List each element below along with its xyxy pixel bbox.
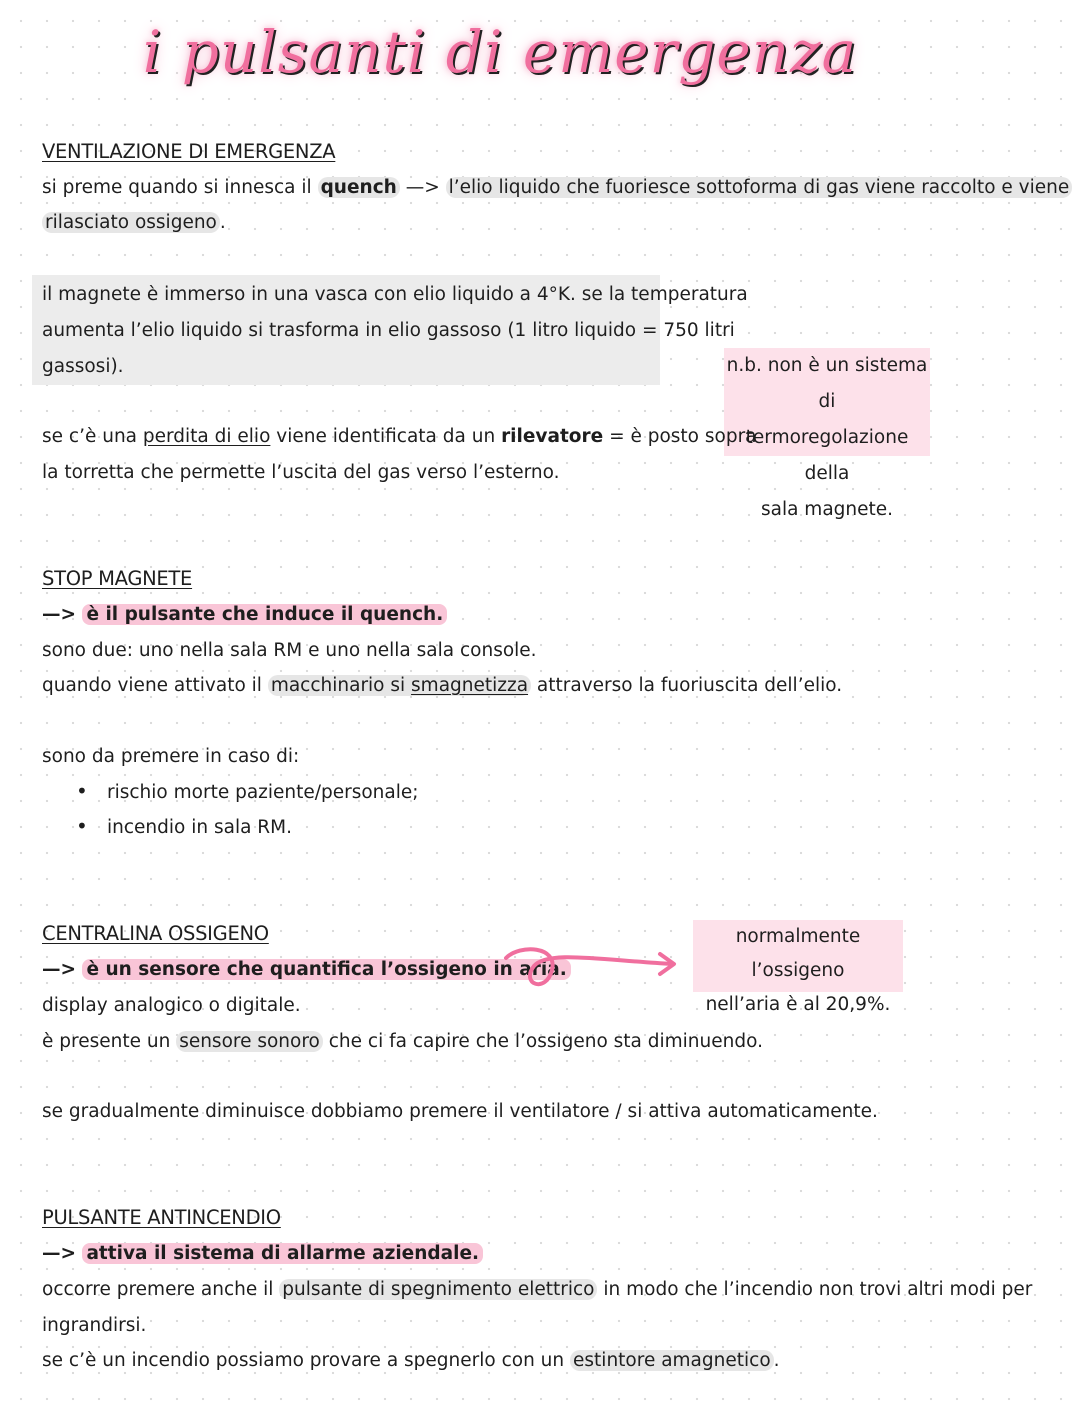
highlight-text: pulsante di spegnimento elettrico xyxy=(279,1279,597,1300)
highlight-text: sensore sonoro xyxy=(176,1031,323,1052)
note-line-2: nell’aria è al 20,9%. xyxy=(705,994,891,1015)
list-item: rischio morte paziente/personale; xyxy=(107,782,419,803)
antincendio-key-line xyxy=(42,1241,483,1267)
info-box-line-3: gassosi). xyxy=(42,356,124,377)
text: che ci fa capire che l’ossigeno sta diminuendo. xyxy=(322,1031,763,1052)
bullet-dot: • xyxy=(76,779,88,803)
text: viene identificata da un xyxy=(270,426,502,447)
stop-line-1: sono due: uno nella sala RM e uno nella sala console. xyxy=(42,640,537,661)
key-definition: è un sensore che quantifica l’ossigeno in aria. xyxy=(82,959,570,980)
text: = è posto sopra xyxy=(603,426,757,447)
arrow-text: —> xyxy=(399,177,446,198)
bullet-dot: • xyxy=(76,814,88,838)
highlight-text: estintore amagnetico xyxy=(570,1350,774,1371)
section-heading-ventilazione: VENTILAZIONE DI EMERGENZA xyxy=(42,140,336,163)
key-definition: attiva il sistema di allarme aziendale. xyxy=(82,1243,483,1264)
ventilazione-line-3 xyxy=(42,424,757,450)
text: . xyxy=(219,212,226,233)
text: si preme quando si innesca il xyxy=(42,177,318,198)
note-line-3: sala magnete. xyxy=(760,499,894,520)
text: occorre premere anche il xyxy=(42,1279,280,1300)
stop-line-2 xyxy=(42,673,842,699)
text: in modo che l’incendio non trovi altri modi per xyxy=(597,1279,1033,1300)
arrow-text: —> xyxy=(42,959,83,980)
info-box-line-2: aumenta l’elio liquido si trasforma in elio gassoso (1 litro liquido = 750 litri xyxy=(42,320,735,341)
note-line-1: n.b. non è un sistema di xyxy=(726,355,928,412)
highlight-text: rilasciato ossigeno xyxy=(42,212,220,233)
centralina-line-3: se gradualmente diminuisce dobbiamo premere il ventilatore / si attiva automaticamente. xyxy=(42,1101,878,1122)
ventilazione-line-2 xyxy=(42,210,226,236)
centralina-line-2 xyxy=(42,1029,763,1055)
stop-line-3: sono da premere in caso di: xyxy=(42,746,300,767)
text: . xyxy=(773,1350,780,1371)
highlight-text: l’elio liquido che fuoriesce sottoforma di gas viene raccolto e viene xyxy=(446,177,1072,198)
ventilazione-line-1 xyxy=(42,175,1072,201)
stop-key-line xyxy=(42,602,447,628)
info-box-line-1: il magnete è immerso in una vasca con elio liquido a 4°K. se la temperatura xyxy=(42,284,748,305)
section-heading-antincendio: PULSANTE ANTINCENDIO xyxy=(42,1206,281,1229)
note-line-2: termoregolazione della xyxy=(745,427,909,484)
text: è presente un xyxy=(42,1031,177,1052)
note-box-ossigeno xyxy=(693,920,903,1015)
underlined-text: perdita di elio xyxy=(142,426,271,447)
antincendio-line-3 xyxy=(42,1348,780,1374)
text: se c’è un incendio possiamo provare a spegnerlo con un xyxy=(42,1350,571,1371)
highlight-text xyxy=(268,675,531,696)
page-title: i pulsanti di emergenza xyxy=(142,18,858,86)
text: quando viene attivato il xyxy=(42,675,268,696)
antincendio-line-1 xyxy=(42,1277,1032,1303)
centralina-line-1: display analogico o digitale. xyxy=(42,995,301,1016)
section-heading-stop-magnete: STOP MAGNETE xyxy=(42,567,193,590)
note-line-1: normalmente l’ossigeno xyxy=(735,926,861,981)
list-item: incendio in sala RM. xyxy=(107,817,292,838)
text: macchinario si xyxy=(270,675,412,696)
centralina-key-line xyxy=(42,957,571,983)
key-definition: è il pulsante che induce il quench. xyxy=(82,604,447,625)
text: se c’è una xyxy=(42,426,143,447)
section-heading-centralina: CENTRALINA OSSIGENO xyxy=(42,922,269,945)
antincendio-line-2: ingrandirsi. xyxy=(42,1315,147,1336)
keyword-rilevatore: rilevatore xyxy=(501,426,604,447)
text: attraverso la fuoriuscita dell’elio. xyxy=(531,675,843,696)
arrow-text: —> xyxy=(42,1243,83,1264)
curly-arrow-icon xyxy=(500,940,690,1000)
underlined-text: smagnetizza xyxy=(411,675,529,696)
keyword-quench: quench xyxy=(318,177,400,198)
ventilazione-line-4: la torretta che permette l’uscita del gas verso l’esterno. xyxy=(42,462,560,483)
arrow-text: —> xyxy=(42,604,83,625)
